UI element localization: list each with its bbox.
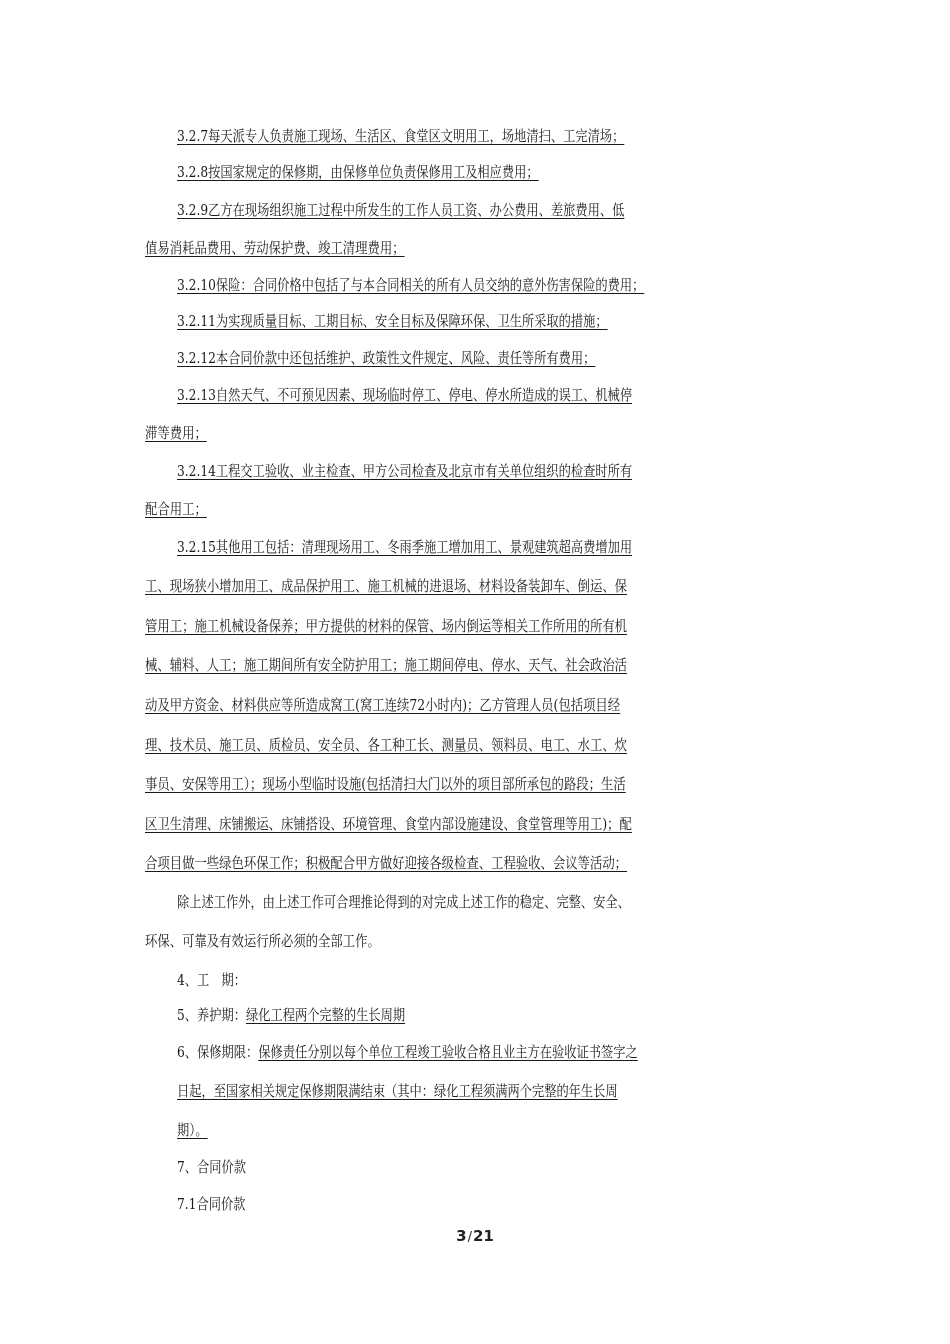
scope-summary-line1: 除上述工作外，由上述工作可合理推论得到的对完成上述工作的稳定、完整、安全、 [177, 893, 630, 911]
section-6-warranty-line1 [177, 1042, 808, 1062]
clause-3-2-12: 3.2.12本合同价款中还包括维护、政策性文件规定、风险、责任等所有费用； [177, 349, 596, 367]
page-separator: / [467, 1230, 472, 1245]
clause-3-2-15-line6: 理、技术员、施工员、质检员、安全员、各工种工长、测量员、领料员、电工、水工、炊 [145, 736, 628, 754]
clause-3-2-13-line1: 3.2.13自然天气、不可预见因素、现场临时停工、停电、停水所造成的误工、机械停 [177, 386, 633, 404]
page-total: 21 [472, 1227, 494, 1245]
page-number [0, 1227, 950, 1245]
clause-3-2-15-line3: 管用工；施工机械设备保养；甲方提供的材料的保管、场内倒运等相关工作所用的所有机 [145, 617, 628, 635]
clause-3-2-15-line2: 工、现场狭小增加用工、成品保护用工、施工机械的进退场、材料设备装卸车、倒运、保 [145, 577, 628, 595]
clause-3-2-11: 3.2.11为实现质量目标、工期目标、安全目标及保障环保、卫生所采取的措施； [177, 312, 608, 330]
section-5-label: 5、养护期： [177, 1006, 246, 1024]
section-6-warranty-line3: 期）。 [177, 1121, 208, 1139]
clause-3-2-13-line2: 滞等费用； [145, 424, 207, 442]
scope-summary-line2: 环保、可靠及有效运行所必须的全部工作。 [145, 932, 380, 950]
clause-3-2-10: 3.2.10保险：合同价格中包括了与本合同相关的所有人员交纳的意外伤害保险的费用； [177, 276, 645, 294]
section-7-1-heading: 7.1合同价款 [177, 1195, 246, 1213]
section-5-maintenance [177, 1005, 808, 1025]
clause-3-2-8: 3.2.8按国家规定的保修期，由保修单位负责保修用工及相应费用； [177, 163, 539, 181]
clause-3-2-14-line1: 3.2.14工程交工验收、业主检查、甲方公司检查及北京市有关单位组织的检查时所有 [177, 462, 633, 480]
clause-3-2-15-line9: 合项目做一些绿色环保工作；积极配合甲方做好迎接各级检查、工程验收、会议等活动； [145, 854, 628, 872]
page-current: 3 [456, 1227, 467, 1245]
clause-3-2-9-line2: 值易消耗品费用、劳动保护费、竣工清理费用； [145, 239, 405, 257]
clause-3-2-14-line2: 配合用工； [145, 500, 207, 518]
clause-3-2-15-line4: 械、辅料、人工；施工期间所有安全防护用工；施工期间停电、停水、天气、社会政治活 [145, 656, 628, 674]
clause-3-2-15-line8: 区卫生清理、床铺搬运、床铺搭设、环境管理、食堂内部设施建设、食堂管理等用工)；配 [145, 815, 632, 833]
section-6-label: 6、保修期限： [177, 1043, 259, 1061]
clause-3-2-9-line1: 3.2.9乙方在现场组织施工过程中所发生的工作人员工资、办公费用、差旅费用、低 [177, 201, 625, 219]
section-4-duration: 4、工 期： [177, 971, 246, 989]
section-6-value: 保修责任分别以每个单位工程竣工验收合格且业主方在验收证书签字之 [258, 1043, 638, 1061]
clause-3-2-7: 3.2.7每天派专人负责施工现场、生活区、食堂区文明用工，场地清扫、工完清场； [177, 127, 625, 145]
section-7-heading: 7、合同价款 [177, 1158, 246, 1176]
section-5-value: 绿化工程两个完整的生长周期 [245, 1006, 406, 1024]
clause-3-2-15-line5: 动及甲方资金、材料供应等所造成窝工(窝工连续72小时内)；乙方管理人员(包括项目经 [145, 696, 621, 714]
section-6-warranty-line2: 日起，至国家相关规定保修期限满结束（其中：绿化工程须满两个完整的年生长周 [177, 1082, 618, 1100]
clause-3-2-15-line1: 3.2.15其他用工包括：清理现场用工、冬雨季施工增加用工、景观建筑超高费增加用 [177, 538, 633, 556]
clause-3-2-15-line7: 事员、安保等用工）；现场小型临时设施(包括清扫大门以外的项目部所承包的路段；生活 [145, 775, 626, 793]
